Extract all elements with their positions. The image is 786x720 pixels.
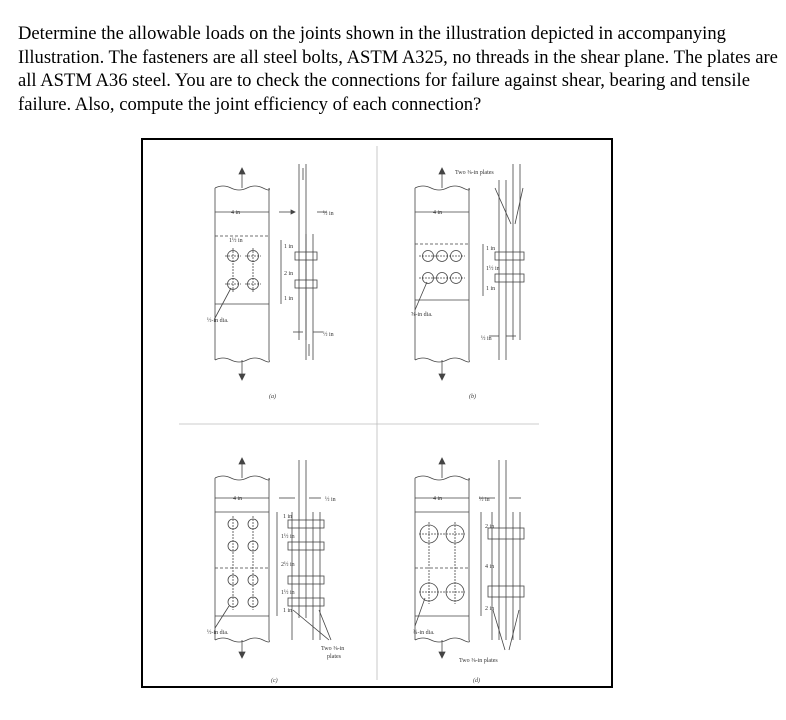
panel-d-dim-1: 2 in [485, 524, 495, 530]
panel-b-bolt-label: ⅝-in dia. [411, 312, 433, 318]
panel-c-caption: (c) [271, 678, 278, 684]
panel-a-bolt-label: ½-in dia. [207, 318, 229, 324]
panel-a-dim-mid: 2 in [284, 271, 294, 277]
panel-c [207, 458, 344, 684]
panel-b-dim-top: 1 in [486, 246, 496, 252]
panel-d-bolt-label: ¾-in dia. [413, 630, 435, 636]
panel-c-bolt-label: ½-in dia. [207, 630, 229, 636]
panel-b-caption: (b) [469, 394, 476, 400]
panel-d-plates-label: Two ⅜-in plates [459, 658, 498, 664]
panel-b-dim-mid: 1½ in [486, 266, 500, 272]
panel-a-plate-bottom-label: ½ in [323, 332, 334, 338]
panel-d [413, 458, 524, 684]
panel-c-dim-1: 1 in [283, 514, 293, 520]
panel-a-plate-top-label: ½ in [323, 211, 334, 217]
panel-c-plate-label: ½ in [325, 497, 336, 503]
panel-a [207, 164, 334, 400]
panel-d-caption: (d) [473, 678, 480, 684]
panel-d-width-label: 4 in [433, 496, 443, 502]
panel-a-dim-top: 1 in [284, 244, 294, 250]
panel-a-edge-label: 1½ in [229, 238, 243, 244]
panel-b-width-label: 4 in [433, 210, 443, 216]
panel-b-dim-bot: 1 in [486, 286, 496, 292]
panel-b [411, 164, 524, 400]
panel-d-dim-3: 2 in [485, 606, 495, 612]
panel-c-plates-label-2: plates [327, 654, 341, 660]
panel-c-dim-2: 1½ in [281, 534, 295, 540]
panel-d-plate-label: ½ in [479, 497, 490, 503]
panel-c-dim-4: 1½ in [281, 590, 295, 596]
panel-a-caption: (a) [269, 394, 276, 400]
panel-c-dim-5: 1 in [283, 608, 293, 614]
panel-b-plates-label: Two ⅜-in plates [455, 170, 494, 176]
panel-a-width-label: 4 in [231, 210, 241, 216]
panel-b-plate-label: ½ in [481, 336, 492, 342]
panel-d-dim-2: 4 in [485, 564, 495, 570]
panel-a-dim-bot: 1 in [284, 296, 294, 302]
panel-c-plates-label-1: Two ⅜-in [321, 646, 345, 652]
problem-statement: Determine the allowable loads on the joints shown in the illustration depicted in accompanying Illustration. The fasteners are all steel bolts, ASTM A325, no threads in the shear plane. The plates are all ASTM A36 steel. You are to check the connections for failure against shear, bearing and tensile failure. Also, compute the joint efficiency of each connection? [18, 23, 778, 115]
panel-c-width-label: 4 in [233, 496, 243, 502]
joint-illustration-figure [141, 138, 613, 688]
panel-c-dim-3: 2½ in [281, 562, 295, 568]
